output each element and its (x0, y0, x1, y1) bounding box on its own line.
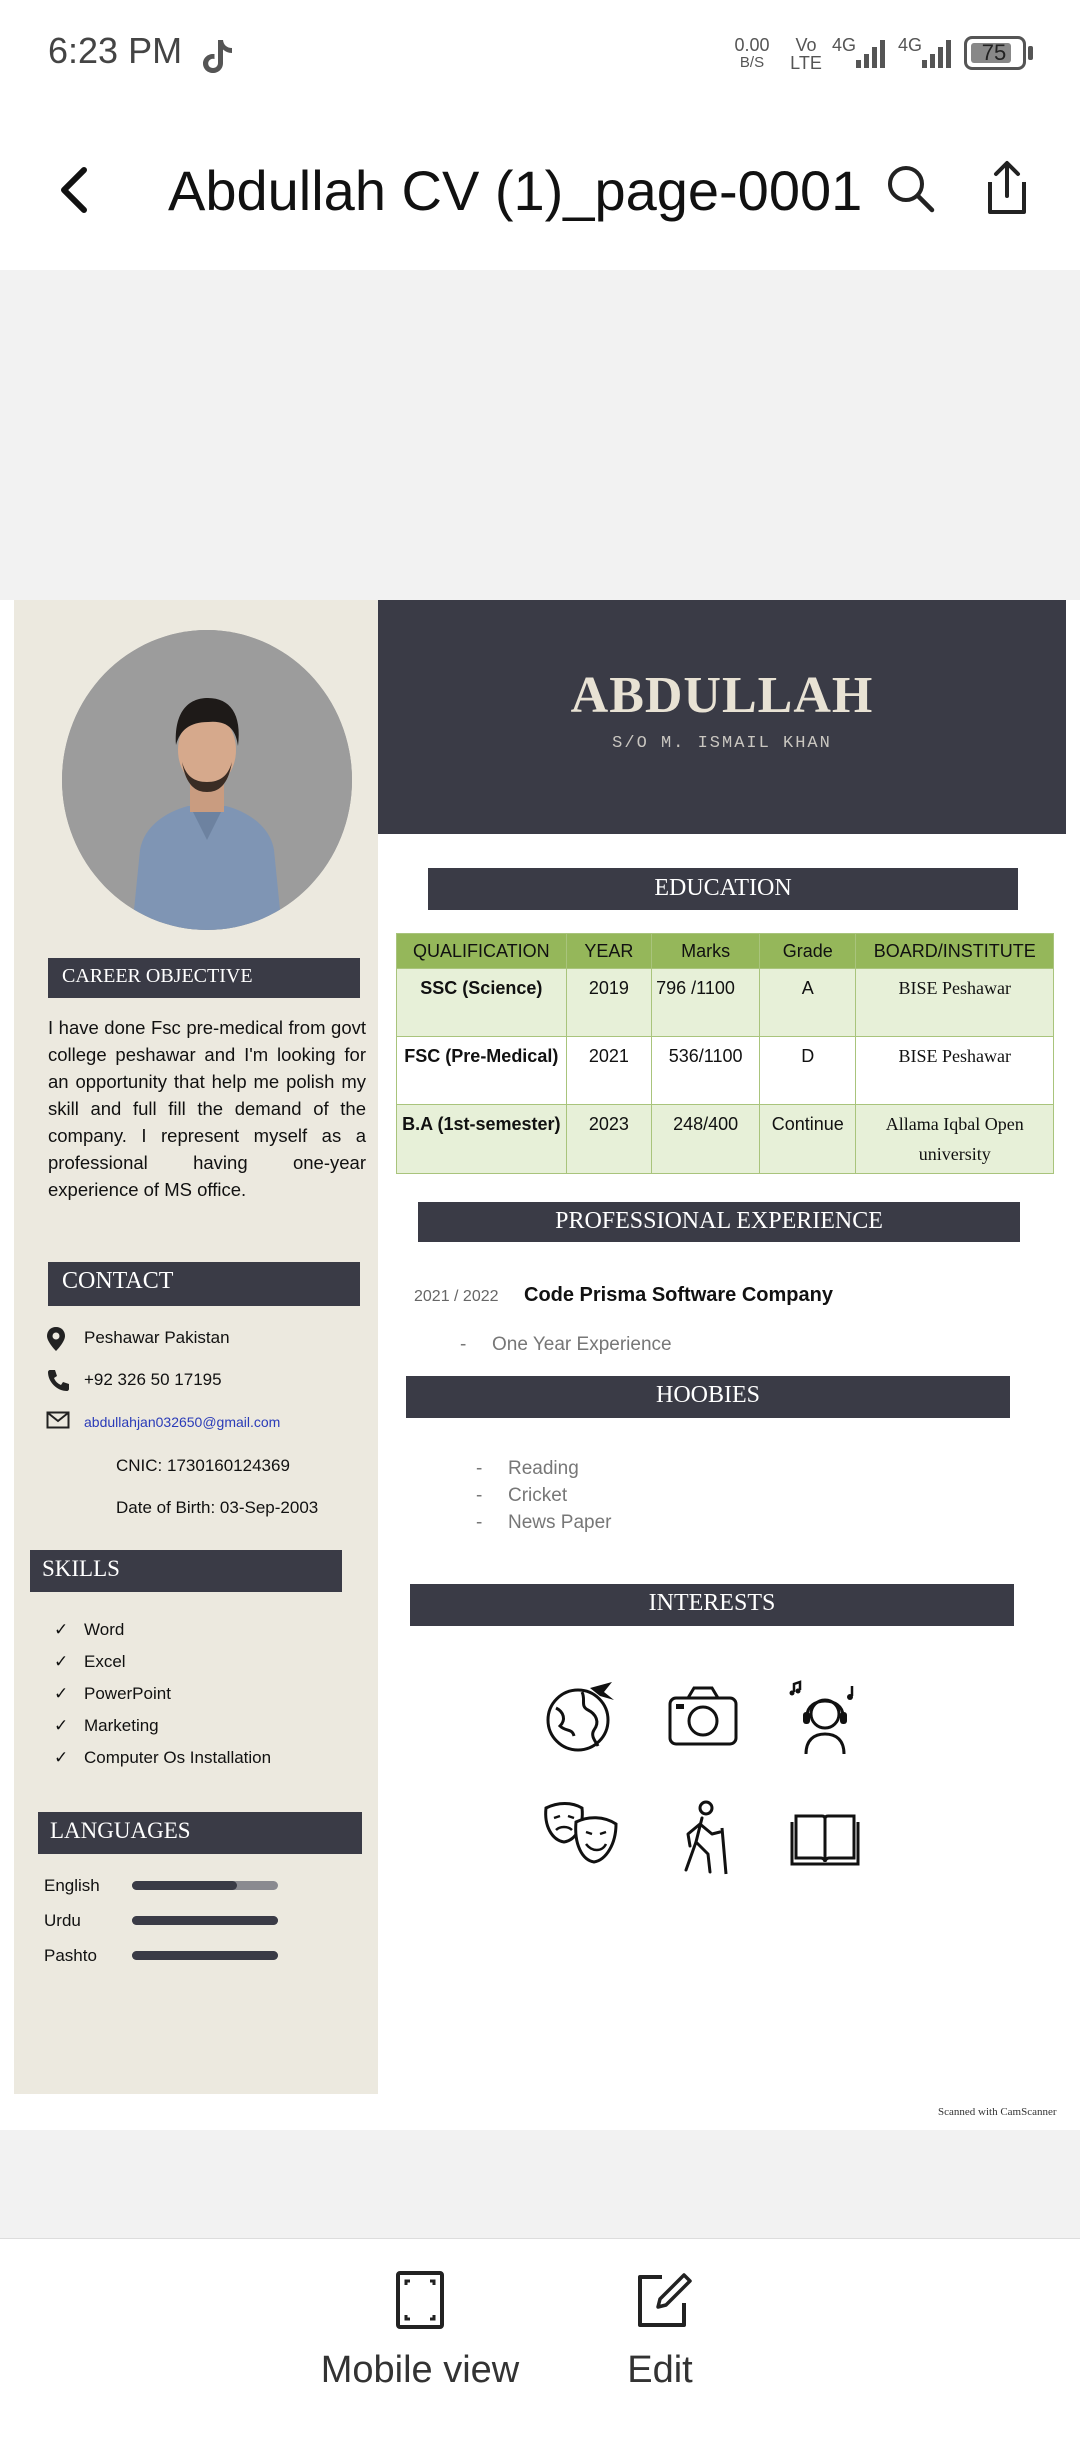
skill-item (54, 1620, 354, 1646)
app-bar (0, 110, 1080, 270)
mobile-view-label: Mobile view (320, 2349, 520, 2391)
edit-button[interactable] (580, 2269, 740, 2429)
contact-cnic (46, 1452, 376, 1482)
bullet-dash: - (476, 1485, 483, 1506)
signal-icon (854, 38, 890, 70)
education-cell-qualification: B.A (1st-semester) (397, 1105, 567, 1174)
language-level-bar (132, 1951, 278, 1960)
education-row (397, 1105, 1054, 1174)
status-bar (0, 0, 1080, 110)
education-table (396, 933, 1054, 1174)
contact-heading: CONTACT (48, 1262, 360, 1306)
experience-detail: - One Year Experience (460, 1334, 672, 1355)
mobile-view-button[interactable] (300, 2269, 540, 2429)
camera-icon (664, 1678, 742, 1756)
education-cell-board: BISE Peshawar (856, 969, 1054, 1037)
contact-dob (46, 1494, 376, 1524)
cv-page (0, 600, 1080, 2130)
education-row (397, 1037, 1054, 1105)
education-cell-marks: 248/400 (652, 1105, 760, 1174)
languages-heading: LANGUAGES (38, 1812, 362, 1854)
education-cell-qualification: FSC (Pre-Medical) (397, 1037, 567, 1105)
sim2-network-label: 4G (898, 35, 923, 55)
hobby-label: Reading (508, 1458, 579, 1479)
skill-label: PowerPoint (84, 1684, 171, 1703)
music-headphones-icon (786, 1678, 864, 1756)
education-column-header: BOARD/INSTITUTE (856, 934, 1054, 969)
book-icon (786, 1798, 864, 1876)
language-level-fill (132, 1916, 278, 1925)
education-cell-board: BISE Peshawar (856, 1037, 1054, 1105)
candidate-parent: S/O M. ISMAIL KHAN (612, 734, 832, 753)
email-link[interactable]: abdullahjan032650@gmail.com (84, 1414, 281, 1430)
experience-heading: PROFESSIONAL EXPERIENCE (418, 1202, 1020, 1242)
email-icon (46, 1410, 70, 1430)
share-icon[interactable] (980, 158, 1034, 218)
phone-text: +92 326 50 17195 (84, 1370, 222, 1389)
volte-indicator (788, 36, 824, 72)
skills-heading: SKILLS (30, 1550, 342, 1592)
education-cell-grade: A (760, 969, 856, 1037)
education-cell-marks: 796 /1100 (652, 969, 760, 1037)
education-cell-board: Allama Iqbal Open university (856, 1105, 1054, 1174)
cnic-text: CNIC: 1730160124369 (116, 1456, 290, 1475)
battery-icon (964, 36, 1026, 70)
candidate-name: ABDULLAH (570, 667, 874, 724)
contact-email (46, 1408, 376, 1438)
hobby-item (476, 1485, 776, 1511)
profile-photo (62, 630, 352, 930)
phone-icon (46, 1368, 70, 1392)
net-speed-value: 0.00 (734, 35, 770, 55)
education-row (397, 969, 1054, 1037)
scanner-watermark: Scanned with CamScanner (938, 2106, 1057, 2118)
language-name: Pashto (44, 1946, 97, 1965)
skill-item (54, 1652, 354, 1678)
location-text: Peshawar Pakistan (84, 1328, 230, 1347)
tiktok-icon (200, 36, 234, 76)
education-cell-year: 2019 (566, 969, 652, 1037)
career-objective-heading: CAREER OBJECTIVE (48, 958, 360, 998)
back-arrow-icon[interactable] (52, 162, 96, 218)
skill-item (54, 1684, 354, 1710)
hobby-item (476, 1458, 776, 1484)
theater-masks-icon (542, 1798, 620, 1876)
signal-icon (920, 38, 956, 70)
education-heading: EDUCATION (428, 868, 1018, 910)
edit-icon (632, 2269, 692, 2331)
contact-location (46, 1324, 376, 1354)
bullet-dash: - (476, 1512, 483, 1533)
education-cell-year: 2021 (566, 1037, 652, 1105)
hobby-label: Cricket (508, 1485, 568, 1506)
career-objective-text: I have done Fsc pre-medical from govt college peshawar and I'm looking for an opportunity that help me polish my skill and full fill the demand of the company. I represent myself as a professional having one-year experience of MS office. (48, 1017, 366, 1200)
hobby-item (476, 1512, 776, 1538)
language-level-fill (132, 1951, 278, 1960)
education-column-header: YEAR (566, 934, 652, 969)
volte-top: Vo (795, 35, 817, 55)
language-name: English (44, 1876, 100, 1895)
skill-item (54, 1716, 354, 1742)
education-column-header: QUALIFICATION (397, 934, 567, 969)
hobby-label: News Paper (508, 1512, 612, 1533)
language-level-bar (132, 1881, 278, 1890)
mobile-view-icon (392, 2269, 448, 2331)
education-cell-grade: Continue (760, 1105, 856, 1174)
hobbies-heading: HOOBIES (406, 1376, 1010, 1418)
education-cell-year: 2023 (566, 1105, 652, 1174)
education-cell-grade: D (760, 1037, 856, 1105)
education-column-header: Marks (652, 934, 760, 969)
net-speed-unit: B/S (739, 54, 765, 71)
battery-level: 75 (981, 40, 1007, 65)
skill-label: Computer Os Installation (84, 1748, 272, 1767)
language-level-fill (132, 1881, 237, 1890)
skill-label: Excel (84, 1652, 126, 1671)
checkmark-icon: ✓ (54, 1620, 69, 1639)
hiking-icon (664, 1798, 742, 1876)
location-pin-icon (46, 1326, 66, 1352)
dob-text: Date of Birth: 03-Sep-2003 (116, 1498, 319, 1517)
skill-label: Word (84, 1620, 125, 1639)
education-cell-marks: 536/1100 (652, 1037, 760, 1105)
education-table-header (397, 934, 1054, 969)
cv-sidebar (14, 600, 378, 2094)
document-title: Abdullah CV (1)_page-0001 (168, 159, 863, 222)
language-name: Urdu (44, 1911, 81, 1930)
experience-company: Code Prisma Software Company (524, 1284, 833, 1306)
edit-label: Edit (627, 2349, 693, 2391)
experience-years: 2021 / 2022 (414, 1288, 499, 1305)
skill-label: Marketing (84, 1716, 159, 1735)
bullet-dash: - (476, 1458, 483, 1479)
language-level-bar (132, 1916, 278, 1925)
education-column-header: Grade (760, 934, 856, 969)
volte-bottom: LTE (790, 53, 822, 73)
checkmark-icon: ✓ (54, 1748, 69, 1767)
contact-phone (46, 1366, 376, 1396)
sim1-network-label: 4G (832, 35, 857, 55)
checkmark-icon: ✓ (54, 1684, 69, 1703)
skill-item (54, 1748, 354, 1774)
checkmark-icon: ✓ (54, 1652, 69, 1671)
interests-heading: INTERESTS (410, 1584, 1014, 1626)
bottom-action-bar (0, 2238, 1080, 2461)
search-icon[interactable] (884, 162, 938, 216)
name-banner (378, 600, 1066, 834)
globe-travel-icon (542, 1678, 620, 1756)
checkmark-icon: ✓ (54, 1716, 69, 1735)
education-cell-qualification: SSC (Science) (397, 969, 567, 1037)
net-speed (728, 36, 776, 72)
status-time: 6:23 PM (48, 30, 183, 71)
experience-detail-text: One Year Experience (492, 1334, 672, 1355)
